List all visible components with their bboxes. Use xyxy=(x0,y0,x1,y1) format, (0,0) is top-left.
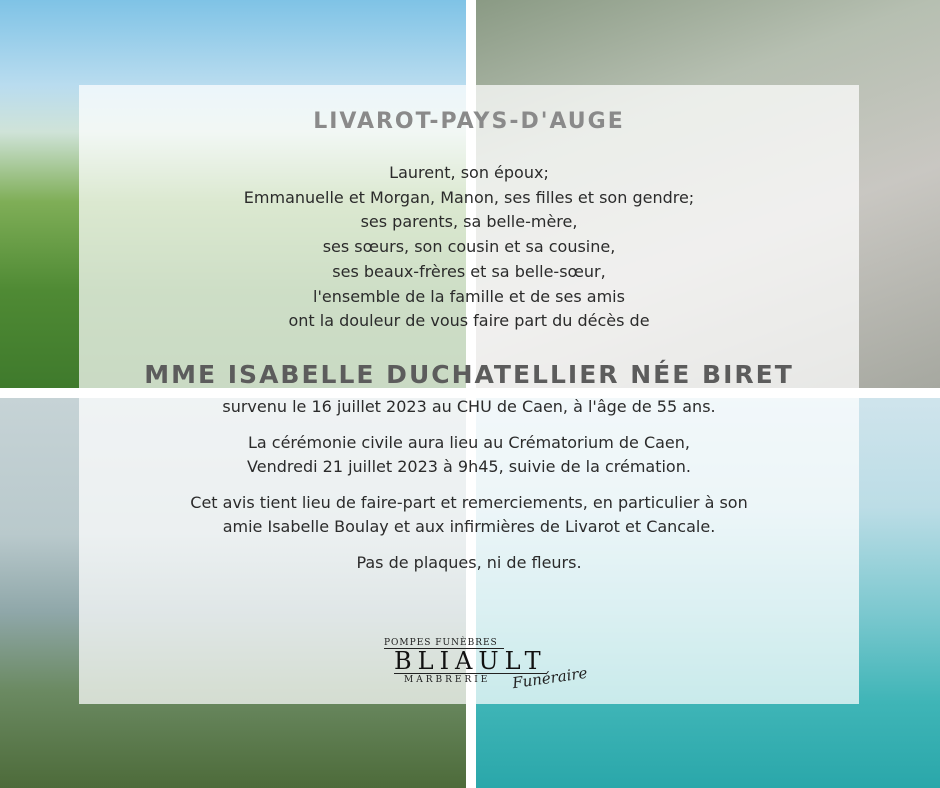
obituary-panel xyxy=(79,85,859,704)
family-line: ont la douleur de vous faire part du décès de xyxy=(288,311,650,331)
death-line: survenu le 16 juillet 2023 au CHU de Caen, à l'âge de 55 ans. xyxy=(222,397,716,416)
spacer xyxy=(79,479,859,491)
family-line: ses parents, sa belle-mère, xyxy=(360,212,578,232)
family-line: Emmanuelle et Morgan, Manon, ses filles et son gendre; xyxy=(243,187,695,207)
logo-main-text: BLIAULT xyxy=(394,647,547,675)
logo-top-text: POMPES FUNÈBRES xyxy=(384,638,504,649)
ceremony-line: La cérémonie civile aura lieu au Crématorium de Caen, xyxy=(247,433,690,452)
family-line: l'ensemble de la famille et de ses amis xyxy=(313,286,625,306)
funeral-home-logo xyxy=(382,638,602,692)
spacer xyxy=(79,419,859,431)
logo-sub-text: MARBRERIE xyxy=(404,675,491,685)
deceased-name: MME ISABELLE DUCHATELLIER NÉE BIRET xyxy=(144,360,794,389)
family-line: ses beaux-frères et sa belle-sœur, xyxy=(332,261,606,281)
ceremony-line: Vendredi 21 juillet 2023 à 9h45, suivie de la crémation. xyxy=(247,457,691,476)
family-line: ses sœurs, son cousin et sa cousine, xyxy=(322,237,616,257)
thanks-line: amie Isabelle Boulay et aux infirmières de Livarot et Cancale. xyxy=(222,517,716,536)
thanks-line: Cet avis tient lieu de faire-part et remerciements, en particulier à son xyxy=(190,493,748,512)
flowers-line: Pas de plaques, ni de fleurs. xyxy=(356,553,582,572)
logo-script-text: Funéraire xyxy=(511,663,589,693)
notice-details xyxy=(79,395,859,575)
spacer xyxy=(79,539,859,551)
family-announcement xyxy=(79,161,859,334)
family-line: Laurent, son époux; xyxy=(389,163,549,182)
town-title: LIVAROT-PAYS-D'AUGE xyxy=(313,109,625,134)
